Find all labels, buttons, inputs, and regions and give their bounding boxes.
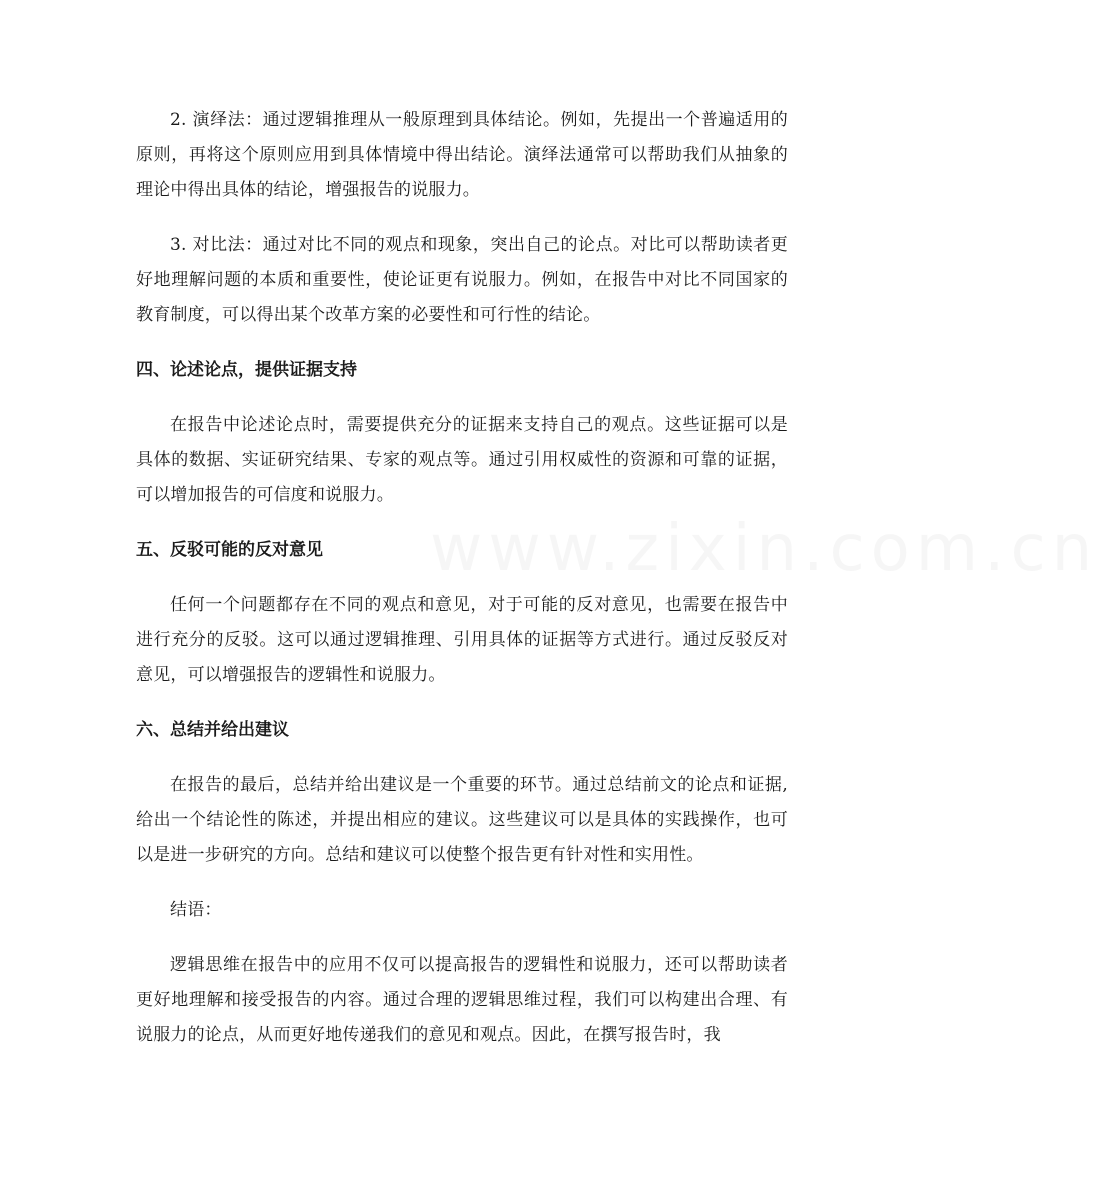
paragraph-evidence: 在报告中论述论点时，需要提供充分的证据来支持自己的观点。这些证据可以是具体的数据、实证研究结果、专家的观点等。通过引用权威性的资源和可靠的证据，可以增加报告的可信度和说服力。: [136, 415, 788, 505]
watermark: www.zixin.com.cn: [430, 512, 1098, 586]
document-body: [136, 103, 788, 1073]
section-heading-5: 五、反驳可能的反对意见: [136, 540, 323, 560]
paragraph-summary: 在报告的最后，总结并给出建议是一个重要的环节。通过总结前文的论点和证据,给出一个结论性的陈述，并提出相应的建议。这些建议可以是具体的实践操作，也可以是进一步研究的方向。总结和建议可以使整个报告更有针对性和实用性。: [136, 775, 788, 865]
paragraph-conclusion-label: 结语：: [170, 900, 222, 920]
paragraph-rebuttal: 任何一个问题都存在不同的观点和意见，对于可能的反对意见，也需要在报告中进行充分的反驳。这可以通过逻辑推理、引用具体的证据等方式进行。通过反驳反对意见，可以增强报告的逻辑性和说服力。: [136, 595, 788, 685]
paragraph-comparison-method: 3. 对比法：通过对比不同的观点和现象，突出自己的论点。对比可以帮助读者更好地理解问题的本质和重要性，使论证更有说服力。例如，在报告中对比不同国家的教育制度，可以得出某个改革方案的必要性和可行性的结论。: [136, 235, 788, 325]
section-heading-6: 六、总结并给出建议: [136, 720, 289, 740]
section-heading-4: 四、论述论点，提供证据支持: [136, 360, 357, 380]
paragraph-conclusion: 逻辑思维在报告中的应用不仅可以提高报告的逻辑性和说服力，还可以帮助读者更好地理解和接受报告的内容。通过合理的逻辑思维过程，我们可以构建出合理、有说服力的论点，从而更好地传递我们的意见和观点。因此，在撰写报告时，我: [136, 955, 788, 1045]
paragraph-deductive-method: 2. 演绎法：通过逻辑推理从一般原理到具体结论。例如，先提出一个普遍适用的原则，再将这个原则应用到具体情境中得出结论。演绎法通常可以帮助我们从抽象的理论中得出具体的结论，增强报告的说服力。: [136, 110, 788, 200]
